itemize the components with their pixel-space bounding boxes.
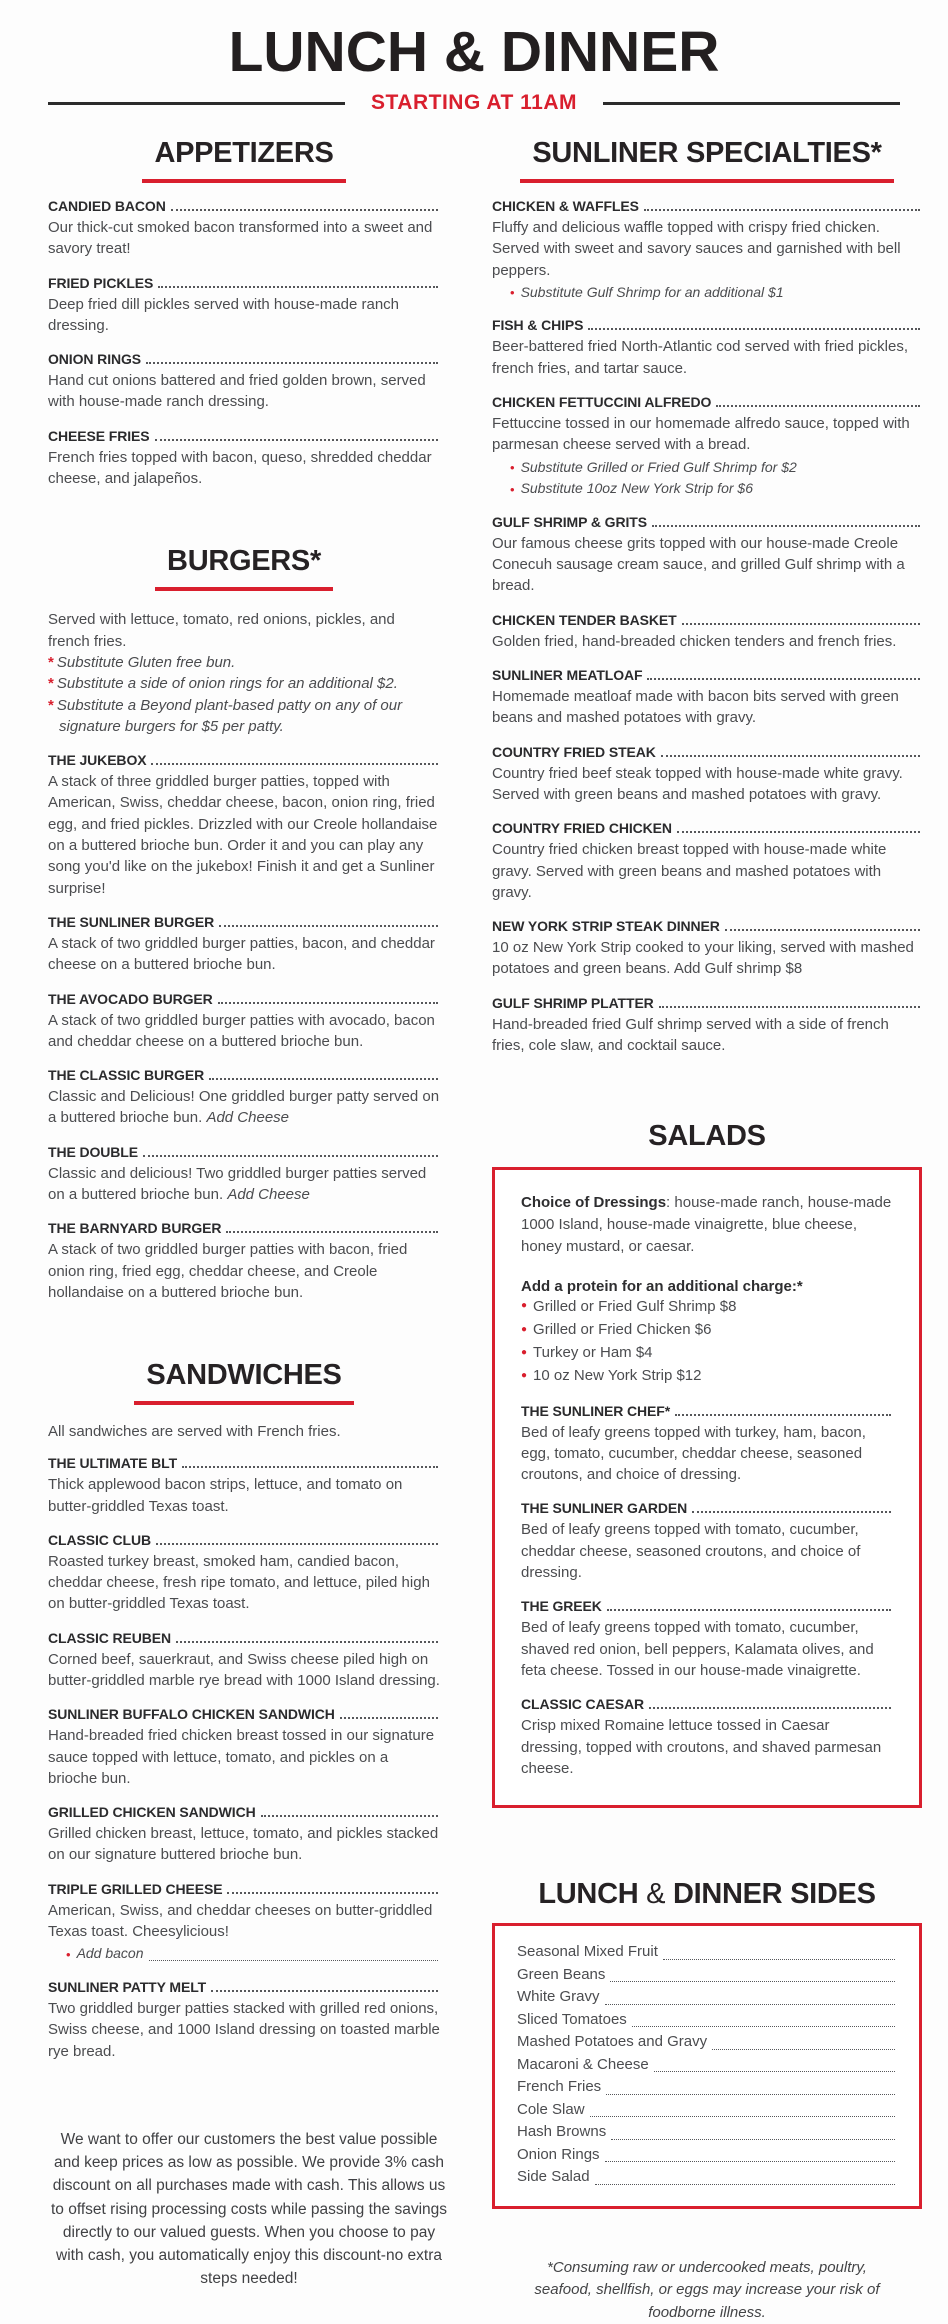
item-name-row [48,198,440,214]
item-name-row [492,514,922,530]
item-name: COUNTRY FRIED STEAK [492,743,656,760]
item-name: THE CLASSIC BURGER [48,1067,205,1084]
item-name-row [492,744,922,760]
specialties-title: SUNLINER SPECIALTIES* [520,137,893,183]
item-name-row [48,1144,440,1160]
item-description: A stack of three griddled burger patties, topped with American, Swiss, cheddar cheese, bacon, onion ring, fried egg, and fried pickles. Drizzled with our Creole hollandaise on a buttered brioche bun. Order it and you can play any song you'd like on the jukebox! Finish it and get a Sunliner surprise! [48,773,438,897]
menu-item [48,752,440,899]
dotted-leader [675,1414,891,1416]
dotted-leader [158,286,438,288]
dressings-line [521,1192,893,1257]
menu-item [48,1067,440,1129]
menu-item [48,1706,440,1789]
item-name: CLASSIC CAESAR [521,1696,645,1713]
item-name-row [48,1630,440,1646]
sides-title [492,1878,922,1911]
item-description: Roasted turkey breast, smoked ham, candied bacon, cheddar cheese, fresh ripe tomato, and lettuce, piled high on butter-griddled Texas toast. [48,1552,430,1613]
item-name-row [48,428,440,444]
dotted-leader [588,328,920,330]
menu-item [48,1455,440,1517]
menu-item [521,1598,893,1681]
menu-item [48,1979,440,2062]
burgers-title: BURGERS* [155,545,333,591]
item-name: CHICKEN FETTUCCINI ALFREDO [492,394,712,411]
item-name-row [48,991,440,1007]
specialties-list [492,198,922,1056]
item-name-row [492,394,922,410]
item-name-row [521,1403,893,1419]
sandwiches-note: All sandwiches are served with French fries. [48,1423,341,1441]
protein-option [521,1295,893,1318]
item-name-row [48,1881,440,1897]
dotted-leader [209,1078,438,1080]
side-item [517,2031,897,2054]
item-substitution [66,1944,440,1964]
menu-item [492,394,922,499]
item-description: Thick applewood bacon strips, lettuce, and tomato on butter-griddled Texas toast. [48,1476,403,1515]
item-name-row [48,1220,440,1236]
item-name: FISH & CHIPS [492,317,584,334]
item-note: Add Cheese [227,1186,310,1204]
sides-title-lunch: LUNCH [538,1878,639,1911]
item-description: Classic and delicious! Two griddled burger patties served on a buttered brioche bun. Add Cheese [48,1164,427,1204]
bullet-icon: • [510,481,515,497]
dotted-leader [659,1006,920,1008]
side-item [517,1941,897,1964]
page-subtitle: STARTING AT 11AM [371,91,577,114]
protein-text: Grilled or Fried Chicken $6 [533,1320,712,1338]
item-name: THE GREEK [521,1598,602,1615]
menu-item [48,351,440,413]
side-name: Cole Slaw [517,2100,585,2118]
item-name: GULF SHRIMP & GRITS [492,513,647,530]
protein-option [521,1318,893,1341]
menu-item [48,1532,440,1615]
item-name-row [521,1696,893,1712]
item-description: Our famous cheese grits topped with our house-made Creole Conecuh sausage cream sauce, and grilled Gulf shrimp with a bread. [492,534,905,595]
dotted-leader [151,763,438,765]
burgers-intro [48,609,440,737]
salads-title: SALADS [648,1120,766,1153]
menu-item [492,317,922,379]
menu-item [492,820,922,903]
item-description: Hand cut onions battered and fried golden brown, served with house-made ranch dressing. [48,372,426,411]
section-burgers-header [48,545,440,591]
item-name-row [492,995,922,1011]
side-item [517,2144,897,2167]
dotted-leader [171,209,438,211]
item-name-row [48,1532,440,1548]
item-description: Bed of leafy greens topped with turkey, ham, bacon, egg, tomato, cucumber, cheddar cheese, seasoned croutons, and choice of dressing. [521,1423,866,1484]
side-name: Green Beans [517,1965,606,1983]
dotted-leader [610,1981,895,1982]
item-name-row [492,612,922,628]
item-note: Add Cheese [206,1109,290,1127]
dotted-leader [692,1511,891,1513]
masthead [0,0,948,115]
item-substitution [510,458,922,478]
item-name: THE BARNYARD BURGER [48,1220,222,1237]
dotted-leader [176,1641,438,1643]
item-description: Corned beef, sauerkraut, and Swiss cheese piled high on butter-griddled marble rye bread with 1000 Island dressing. [48,1650,440,1689]
dotted-leader [340,1717,438,1719]
sandwiches-list [48,1455,440,2062]
item-description: Fettuccine tossed in our homemade alfredo sauce, topped with parmesan cheese served with a bread. [492,415,910,454]
item-description: A stack of two griddled burger patties with bacon, fried onion ring, fried egg, cheddar cheese, and Creole hollandaise on a buttered brioche bun. [48,1241,408,1301]
side-name: Side Salad [517,2168,590,2186]
substitution-text: Substitute 10oz New York Strip for $6 [520,480,753,497]
item-name: CHICKEN TENDER BASKET [492,611,677,628]
dotted-leader [605,2004,895,2005]
menu-item [492,918,922,980]
side-name: Hash Browns [517,2123,607,2141]
substitution-note: * Substitute a side of onion rings for an additional $2. [48,675,398,693]
menu-item [48,1804,440,1866]
protein-text: Turkey or Ham $4 [533,1344,653,1362]
menu-item [48,1144,440,1206]
side-name: White Gravy [517,1988,600,2006]
dotted-leader [146,362,438,364]
dotted-leader [226,1231,438,1233]
appetizers-list [48,198,440,489]
menu-item [48,914,440,976]
dotted-leader [218,1002,438,1004]
right-column [492,115,922,2324]
dotted-leader [611,2139,895,2140]
salads-box [492,1167,922,1808]
side-name: Onion Rings [517,2145,600,2163]
burgers-substitution-notes [48,652,440,737]
dotted-leader [149,1960,438,1961]
item-name-row [492,317,922,333]
dotted-leader [182,1466,438,1468]
item-description: Classic and Delicious! One griddled burger patty served on a buttered brioche bun. Add Cheese [48,1088,440,1127]
protein-header: Add a protein for an additional charge:* [521,1277,803,1295]
item-name-row [48,351,440,367]
item-description: Fluffy and delicious waffle topped with crispy fried chicken. Served with sweet and savory sauces and garnished with bell peppers. [492,219,901,279]
item-name-row [492,198,922,214]
menu-item [48,1220,440,1303]
asterisk-icon: * [48,653,54,671]
item-description: Deep fried dill pickles served with house-made ranch dressing. [48,295,400,334]
item-name: THE JUKEBOX [48,752,147,769]
item-description: A stack of two griddled burger patties with avocado, bacon and cheddar cheese on a buttered brioche bun. [48,1011,435,1050]
menu-item [48,1630,440,1692]
section-sandwiches-header [48,1359,440,1405]
dressings-text: : house-made ranch, house-made 1000 Island, house-made vinaigrette, blue cheese, honey mustard, or caesar. [521,1194,892,1255]
item-description: Homemade meatloaf made with bacon bits served with green beans and mashed potatoes with gravy. [492,688,899,727]
item-description: Crisp mixed Romaine lettuce tossed in Caesar dressing, topped with croutons, and shaved parmesan cheese. [521,1717,882,1777]
item-description: Hand-breaded fried Gulf shrimp served with a side of french fries, cole slaw, and cocktail sauce. [492,1015,889,1055]
item-description: Our thick-cut smoked bacon transformed into a sweet and savory treat! [48,219,433,258]
menu-item [492,198,922,302]
item-name-row [48,1979,440,1995]
dotted-leader [654,2071,895,2072]
left-rule-line [48,102,345,105]
menu-item [48,991,440,1053]
item-description: Bed of leafy greens topped with tomato, cucumber, cheddar cheese, seasoned croutons, and choice of dressing. [521,1521,861,1582]
protein-option [521,1364,893,1387]
side-item [517,2076,897,2099]
protein-text: Grilled or Fried Gulf Shrimp $8 [533,1297,737,1315]
dotted-leader [155,439,439,441]
right-rule-line [603,102,900,105]
item-description: 10 oz New York Strip cooked to your liking, served with mashed potatoes and green beans. Add Gulf shrimp $8 [492,939,914,978]
protein-text: 10 oz New York Strip $12 [533,1367,702,1385]
menu-item [521,1696,893,1779]
item-name: THE SUNLINER BURGER [48,913,215,930]
sides-box [492,1923,922,2209]
dotted-leader [219,925,438,927]
substitution-note: * Substitute a Beyond plant-based patty on any of our signature burgers for $5 per patty. [48,696,403,735]
side-item [517,2166,897,2189]
side-name: Mashed Potatoes and Gravy [517,2033,708,2051]
menu-item [492,612,922,652]
dotted-leader [143,1155,438,1157]
protein-option [521,1341,893,1364]
item-name: SUNLINER PATTY MELT [48,1978,207,1995]
menu-item [492,667,922,729]
item-name: CLASSIC CLUB [48,1531,152,1548]
substitution-text: Add bacon [76,1945,144,1962]
sides-title-dinner: DINNER SIDES [672,1878,876,1911]
item-name: CHEESE FRIES [48,427,150,444]
item-name: SUNLINER BUFFALO CHICKEN SANDWICH [48,1706,335,1723]
item-name-row [492,667,922,683]
asterisk-icon: * [48,675,54,693]
consumer-advisory: *Consuming raw or undercooked meats, poultry, seafood, shellfish, or eggs may increase your risk of foodborne illness. [534,2258,880,2321]
item-name-row [521,1500,893,1516]
sides-title-amp: & [646,1878,666,1911]
item-name: THE ULTIMATE BLT [48,1455,178,1472]
item-name: THE DOUBLE [48,1143,139,1160]
item-substitution [510,479,922,499]
dotted-leader [716,405,920,407]
asterisk-icon: * [48,696,54,714]
item-name: ONION RINGS [48,351,142,368]
dotted-leader [227,1892,438,1894]
dotted-leader [644,209,920,211]
item-name: COUNTRY FRIED CHICKEN [492,820,672,837]
menu-item [48,198,440,260]
dotted-leader [605,2161,895,2162]
menu-item [492,514,922,597]
item-name-row [48,914,440,930]
item-description: Grilled chicken breast, lettuce, tomato, and pickles stacked on our signature buttered brioche bun. [48,1825,439,1864]
item-description: American, Swiss, and cheddar cheeses on butter-griddled Texas toast. Cheesylicious! [48,1901,433,1941]
section-specialties-header [492,137,922,183]
side-name: French Fries [517,2078,602,2096]
menu-item [492,744,922,806]
item-description: Two griddled burger patties stacked with grilled red onions, Swiss cheese, and 1000 Island dressing on toasted marble rye bread. [48,1999,440,2060]
dotted-leader [649,1707,891,1709]
cash-discount-note: We want to offer our customers the best value possible and keep prices as low as possible. We provide 3% cash discount on all purchases made with cash. This allows us to offset rising processing costs while passing the savings directly to our valued guests. When you choose to pay with cash, you automatically enjoy this discount-no extra steps needed! [50,2130,448,2288]
side-name: Sliced Tomatoes [517,2010,627,2028]
item-name: CANDIED BACON [48,198,166,214]
item-description: Country fried beef steak topped with house-made white gravy. Served with green beans and mashed potatoes with gravy. [492,764,903,803]
item-name: THE AVOCADO BURGER [48,990,213,1007]
dotted-leader [156,1543,438,1545]
item-description: Hand-breaded fried chicken breast tossed in our signature sauce topped with lettuce, tomato, and pickles on a brioche bun. [48,1727,435,1787]
side-item [517,2099,897,2122]
side-item [517,1986,897,2009]
item-name-row [48,1067,440,1083]
item-name: GULF SHRIMP PLATTER [492,994,654,1011]
item-name: NEW YORK STRIP STEAK DINNER [492,918,720,935]
dotted-leader [607,1609,891,1611]
salads-list [521,1403,893,1780]
bullet-icon: • [510,460,515,476]
menu-item [521,1500,893,1583]
appetizers-title: APPETIZERS [142,137,345,183]
item-name-row [48,275,440,291]
item-description: Country fried chicken breast topped with house-made white gravy. Served with green beans and mashed potatoes with gravy. [492,841,887,901]
side-name: Seasonal Mixed Fruit [517,1943,658,1961]
substitution-text: Substitute Grilled or Fried Gulf Shrimp for $2 [520,458,797,475]
item-description: Golden fried, hand-breaded chicken tenders and french fries. [492,632,897,650]
subtitle-row [48,91,900,115]
dotted-leader [595,2184,895,2185]
section-appetizers-header [48,137,440,183]
menu-item [48,1881,440,1964]
dotted-leader [606,2094,895,2095]
item-substitution [510,283,922,303]
bullet-icon: ● [521,1300,528,1312]
item-name-row [48,752,440,768]
item-description: French fries topped with bacon, queso, shredded cheddar cheese, and jalapeños. [48,448,432,488]
bullet-icon: ● [521,1323,528,1335]
bullet-icon: • [66,1946,71,1962]
menu-item [492,995,922,1057]
side-item [517,1964,897,1987]
dotted-leader [647,678,920,680]
side-item [517,2009,897,2032]
item-name-row [492,820,922,836]
menu-columns [0,115,948,2324]
dotted-leader [725,929,920,931]
menu-item [48,275,440,337]
dotted-leader [652,525,920,527]
item-name: CLASSIC REUBEN [48,1629,172,1646]
item-name: FRIED PICKLES [48,274,154,291]
bullet-icon: ● [521,1370,528,1382]
item-name: GRILLED CHICKEN SANDWICH [48,1804,256,1821]
item-name-row [48,1706,440,1722]
menu-item [521,1403,893,1486]
left-column [48,115,448,2324]
item-name-row [48,1804,440,1820]
item-name-row [48,1455,440,1471]
dotted-leader [712,2049,895,2050]
dotted-leader [663,1959,895,1960]
bullet-icon: ● [521,1346,528,1358]
protein-options-list [521,1295,893,1388]
dotted-leader [632,2026,895,2027]
sandwiches-title: SANDWICHES [134,1359,353,1405]
dotted-leader [682,623,920,625]
item-name-row [492,918,922,934]
dotted-leader [261,1815,438,1817]
item-name: CHICKEN & WAFFLES [492,198,639,214]
substitution-text: Substitute Gulf Shrimp for an additional $1 [520,283,784,300]
dressings-label: Choice of Dressings [521,1194,667,1212]
dotted-leader [590,2116,895,2117]
side-name: Macaroni & Cheese [517,2055,649,2073]
item-name: TRIPLE GRILLED CHEESE [48,1880,223,1897]
page-title: LUNCH & DINNER [228,20,720,84]
item-name: SUNLINER MEATLOAF [492,667,643,684]
burgers-intro-line: Served with lettuce, tomato, red onions, pickles, and french fries. [48,611,395,650]
item-description: Beer-battered fried North-Atlantic cod served with fried pickles, french fries, and tartar sauce. [492,338,909,377]
item-description: A stack of two griddled burger patties, bacon, and cheddar cheese on a buttered brioche bun. [48,934,435,974]
item-name-row [521,1598,893,1614]
side-item [517,2121,897,2144]
dotted-leader [211,1990,438,1992]
burgers-list [48,752,440,1303]
dotted-leader [677,831,920,833]
substitution-note: * Substitute Gluten free bun. [48,653,236,671]
item-name: THE SUNLINER GARDEN [521,1500,688,1517]
item-description: Bed of leafy greens topped with tomato, cucumber, shaved red onion, bell peppers, Kalamata olives, and feta cheese. Tossed in our house-made vinaigrette. [521,1619,874,1679]
dotted-leader [661,755,920,757]
side-item [517,2054,897,2077]
item-name: THE SUNLINER CHEF* [521,1402,671,1419]
menu-item [48,428,440,490]
bullet-icon: • [510,285,515,301]
